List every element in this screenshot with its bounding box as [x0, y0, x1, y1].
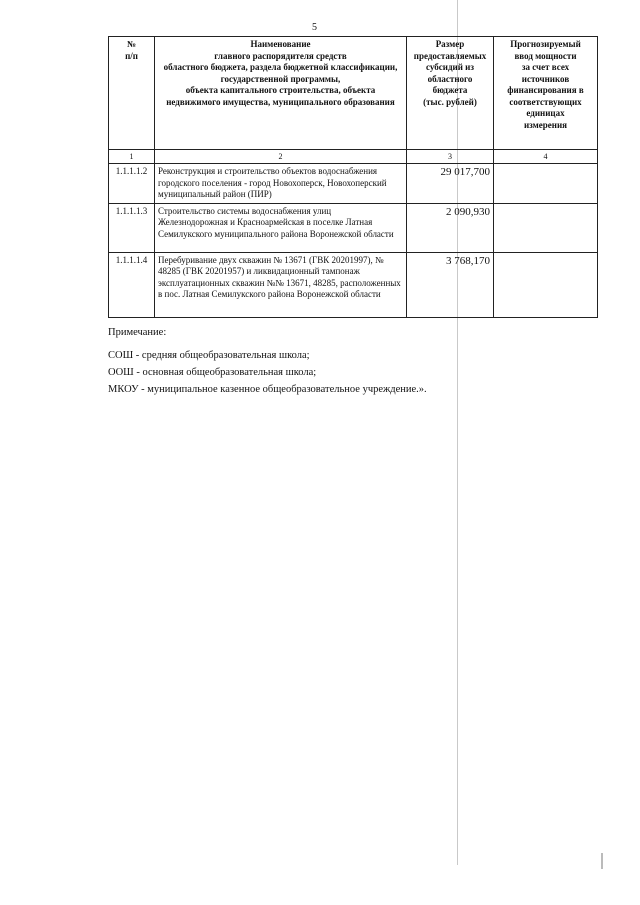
- column-number: 3: [407, 150, 494, 164]
- column-number-row: [109, 150, 598, 164]
- header-capacity: Прогнозируемый ввод мощности за счет всех источников финансирования в соответствующих единицах измерения: [494, 37, 598, 150]
- note-item: ООШ - основная общеобразовательная школа;: [108, 367, 317, 378]
- row-amount: 3 768,170: [407, 252, 494, 317]
- row-amount: 2 090,930: [407, 203, 494, 252]
- table-header-row: [109, 37, 598, 150]
- header-number: № п/п: [109, 37, 155, 150]
- row-capacity: [494, 252, 598, 317]
- scan-edge-mark: [601, 853, 603, 869]
- table-row: [109, 164, 598, 204]
- note-item: СОШ - средняя общеобразовательная школа;: [108, 350, 310, 361]
- notes-section: [108, 324, 588, 398]
- row-amount: 29 017,700: [407, 164, 494, 204]
- page-number: 5: [312, 22, 317, 33]
- column-number: 4: [494, 150, 598, 164]
- row-name: Строительство системы водоснабжения улиц Железнодорожная и Красноармейская в поселке Латная Семилукского муниципального района Воронежской области: [155, 203, 407, 252]
- column-number: 1: [109, 150, 155, 164]
- column-number: 2: [155, 150, 407, 164]
- row-code: 1.1.1.1.2: [109, 164, 155, 204]
- table-row: [109, 203, 598, 252]
- row-capacity: [494, 164, 598, 204]
- row-capacity: [494, 203, 598, 252]
- row-name: Реконструкция и строительство объектов водоснабжения городского поселения - город Новохоперск, Новохоперский муниципальный район (ПИР): [155, 164, 407, 204]
- notes-title: Примечание:: [108, 327, 167, 338]
- subsidy-table: [108, 36, 598, 318]
- header-name: Наименование главного распорядителя средств областного бюджета, раздела бюджетной классификации, государственной программы, объекта капитального строительства, объекта недвижимого имущества, муниципального образования: [155, 37, 407, 150]
- table-row: [109, 252, 598, 317]
- row-code: 1.1.1.1.3: [109, 203, 155, 252]
- row-code: 1.1.1.1.4: [109, 252, 155, 317]
- header-amount: Размер предоставляемых субсидий из областного бюджета (тыс. рублей): [407, 37, 494, 150]
- note-item: МКОУ - муниципальное казенное общеобразовательное учреждение.».: [108, 384, 427, 395]
- row-name: Перебуривание двух скважин № 13671 (ГВК 20201997), № 48285 (ГВК 20201957) и ликвидационный тампонаж эксплуатационных скважин №№ 13671, 48285, расположенных в пос. Латная Семилукского района Воронежской области: [155, 252, 407, 317]
